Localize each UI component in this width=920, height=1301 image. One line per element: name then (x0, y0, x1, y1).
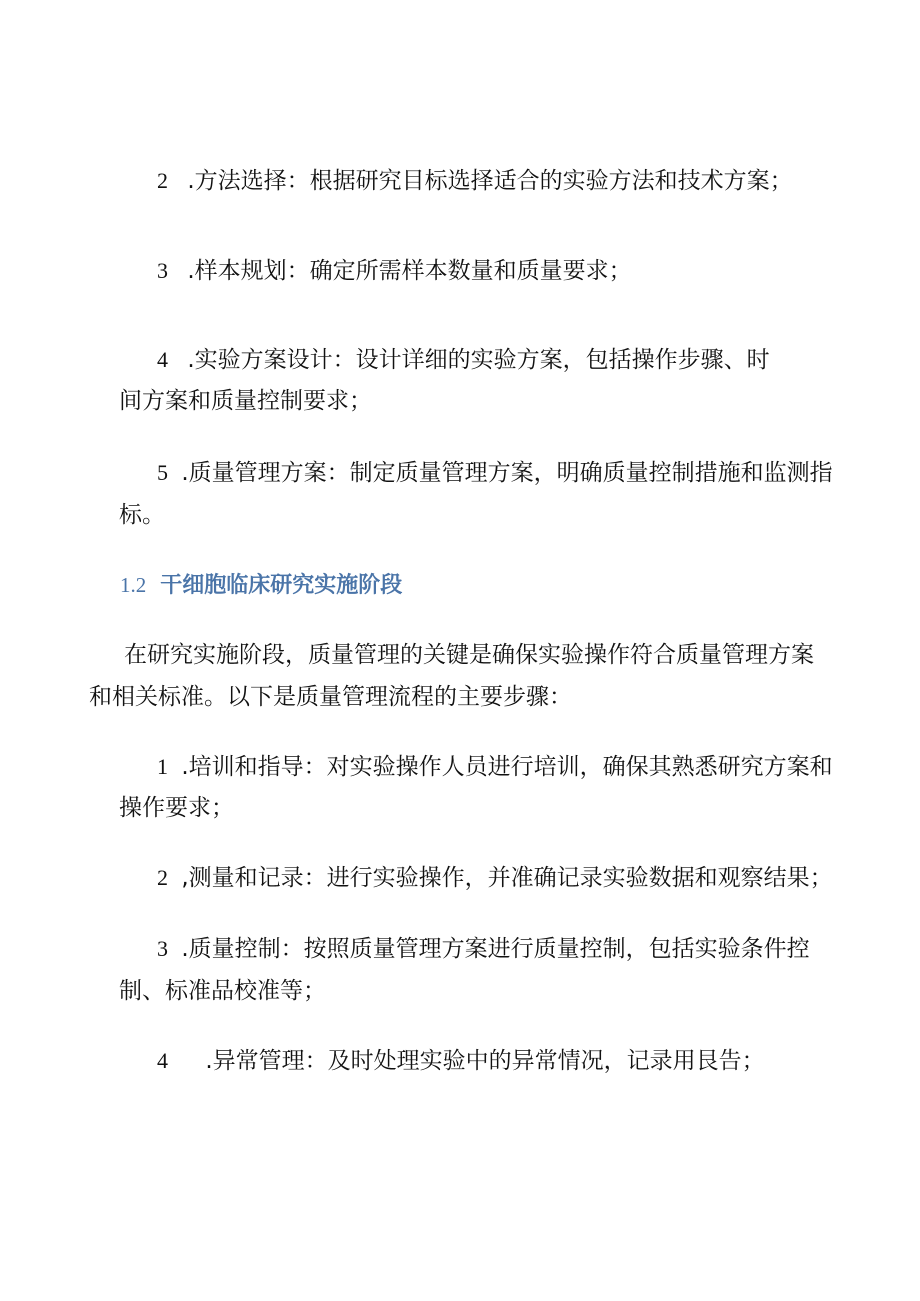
list-item (157, 751, 833, 783)
list-item-continuation: 间方案和质量控制要求； (119, 388, 372, 414)
list-item (157, 457, 833, 489)
paragraph-line: 和相关标准。以下是质量管理流程的主要步骤： (89, 684, 572, 710)
item-number: 3 (157, 936, 168, 961)
item-number: 4 (157, 347, 168, 372)
item-text: .样本规划：确定所需样本数量和质量要求； (187, 258, 632, 284)
item-text: .实验方案设计：设计详细的实验方案，包括操作步骤、时 (187, 347, 770, 373)
item-text: .方法选择：根据研究目标选择适合的实验方法和技术方案； (187, 168, 793, 194)
section-title: 干细胞临床研究实施阶段 (160, 573, 403, 598)
list-item-continuation: 操作要求； (119, 795, 234, 821)
paragraph-line: 在研究实施阶段，质量管理的关键是确保实验操作符合质量管理方案 (124, 642, 814, 668)
item-number: 2 (157, 865, 168, 890)
item-text: .质量管理方案：制定质量管理方案，明确质量控制措施和监测指 (181, 460, 833, 486)
list-item (157, 255, 632, 287)
section-heading (120, 569, 402, 602)
item-text: ,测量和记录：进行实验操作，并准确记录实验数据和观察结果； (181, 865, 833, 891)
item-number: 4 (157, 1048, 168, 1073)
item-number: 2 (157, 168, 168, 193)
list-item (157, 862, 833, 894)
item-number: 5 (157, 460, 168, 485)
list-item (157, 344, 770, 376)
item-text: .异常管理：及时处理实验中的异常情况，记录用艮告； (205, 1048, 765, 1074)
item-text: .质量控制：按照质量管理方案进行质量控制，包括实验条件控 (181, 936, 810, 962)
list-item-continuation: 标。 (119, 502, 165, 528)
item-text: .培训和指导：对实验操作人员进行培训，确保其熟悉研究方案和 (181, 754, 833, 780)
item-number: 3 (157, 258, 168, 283)
list-item (157, 165, 793, 197)
section-number: 1.2 (120, 573, 147, 597)
item-number: 1 (157, 754, 168, 779)
list-item-continuation: 制、标准品校准等； (119, 978, 326, 1004)
list-item (157, 1045, 765, 1077)
list-item (157, 933, 810, 965)
